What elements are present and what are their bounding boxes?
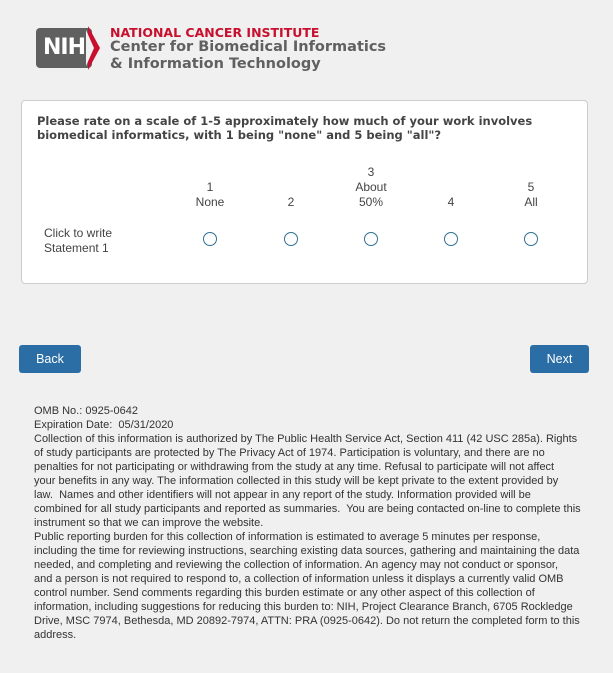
question-text: Please rate on a scale of 1-5 approximately how much of your work involves biomedical informatics, with 1 being "none" and 5 being "all"? [37,114,533,142]
disclaimer-line: of study participants are protected by The Privacy Act of 1974. Participation is voluntary, and there are no [34,447,545,459]
scale-header-1 [175,160,245,210]
disclaimer-line: Expiration Date: 05/31/2020 [34,419,174,431]
disclaimer-line: your benefits in any way. The information collected in this study will be kept private to the extent provided by [34,475,559,487]
disclaimer-line: combined for all study participants and reported as summaries. You are being contacted on-line to complete this [34,503,581,515]
statement-line: Statement 1 [44,241,109,255]
radio-option-3[interactable] [364,232,378,246]
scale-header-line: 4 [447,195,455,209]
scale-header-5 [496,160,566,210]
scale-header-line: All [524,195,538,209]
radio-option-1[interactable] [203,232,217,246]
disclaimer-line: penalties for not participating or withdrawing from the study at any time. Refusal to participate will not affect [34,461,555,473]
next-button[interactable]: Next [530,345,589,373]
disclaimer-line: and a person is not required to respond to, a collection of information unless it displays a currently valid OMB [34,573,564,585]
scale-header-3 [336,160,406,210]
disclaimer-line: including the time for reviewing instructions, searching existing data sources, gathering and maintaining the data [34,545,580,557]
disclaimer-line: Public reporting burden for this collection of information is estimated to average 5 minutes per response, [34,531,541,543]
scale-header-line: About [355,180,387,194]
disclaimer-line: needed, and completing and reviewing the collection of information. An agency may not conduct or sponsor, [34,559,559,571]
omb-disclaimer [34,404,581,642]
scale-header-text [496,180,566,210]
scale-header-2 [256,160,326,210]
radio-option-2[interactable] [284,232,298,246]
scale-header-line: 5 [527,180,535,194]
disclaimer-line: Drive, MSC 7974, Bethesda, MD 20892-7974, ATTN: PRA (0925-0642). Do not return the completed form to this [34,615,580,627]
radio-option-4[interactable] [444,232,458,246]
statement-line: Click to write [44,226,113,240]
nih-logo-mark: NIH [36,28,92,68]
scale-header-line: None [195,195,225,209]
disclaimer-line: OMB No.: 0925-0642 [34,405,138,417]
scale-header-line: 1 [206,180,214,194]
logo-center-line2: & Information Technology [110,56,321,72]
logo-chevron-inner [86,30,94,66]
scale-header-text [336,165,406,210]
disclaimer-line: control number. Send comments regarding this burden estimate or any other aspect of this collection of [34,587,535,599]
disclaimer-line: address. [34,629,77,641]
scale-header-4 [416,160,486,210]
scale-header-line: 3 [367,165,375,179]
logo-institute: NATIONAL CANCER INSTITUTE [110,25,320,40]
radio-option-5[interactable] [524,232,538,246]
scale-header-text [256,195,326,210]
disclaimer-line: Collection of this information is authorized by The Public Health Service Act, Section 411 (42 USC 285a). Rights [34,433,578,445]
logo-center-line1: Center for Biomedical Informatics [110,39,387,55]
disclaimer-line: information, including suggestions for reducing this burden to: NIH, Project Clearance Branch, 6705 Rockledge [34,601,573,613]
disclaimer-line: law. Names and other identifiers will not appear in any report of the study. Information provided will be [34,489,531,501]
back-button[interactable]: Back [19,345,81,373]
scale-header-line: 2 [287,195,295,209]
disclaimer-line: instrument so that we can improve the website. [34,517,264,529]
scale-header-text [416,195,486,210]
statement-label[interactable] [44,226,112,256]
scale-header-line: 50% [358,195,384,209]
scale-header-text [175,180,245,210]
